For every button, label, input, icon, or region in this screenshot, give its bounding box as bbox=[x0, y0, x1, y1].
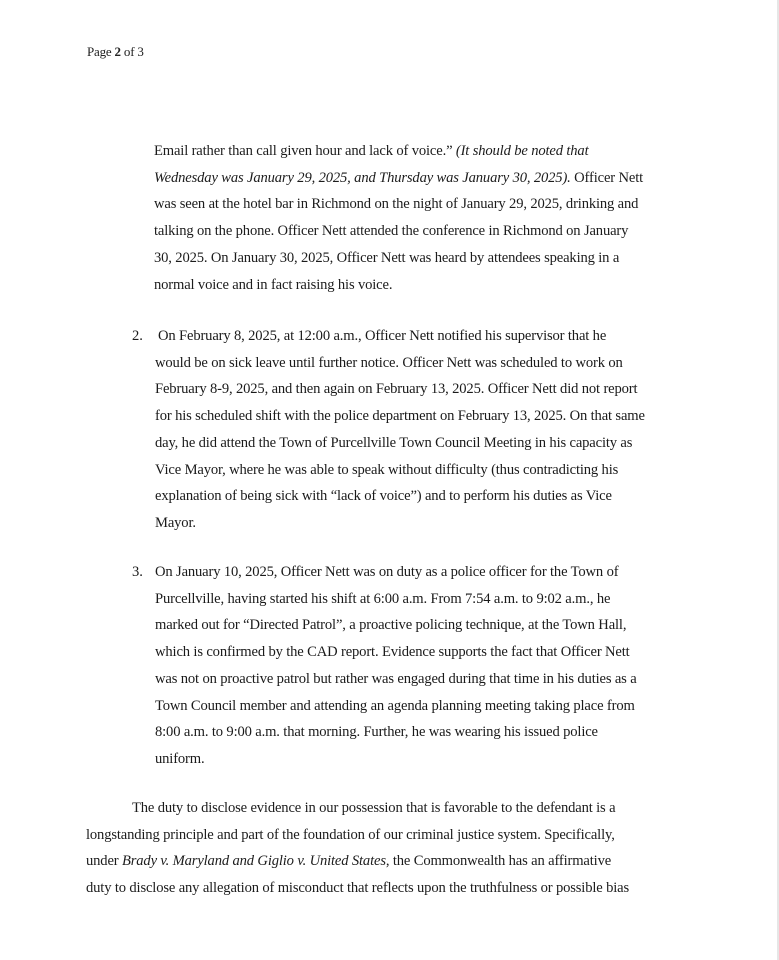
text-line: under Brady v. Maryland and Giglio v. United States, the Commonwealth has an affirmative bbox=[86, 853, 612, 870]
text-line: duty to disclose any allegation of misconduct that reflects upon the truthfulness or possible bias bbox=[86, 880, 629, 897]
text-line: normal voice and in fact raising his voice. bbox=[154, 276, 393, 293]
page-label: Page bbox=[87, 44, 115, 59]
total-pages: 3 bbox=[137, 44, 144, 59]
closing-paragraph bbox=[86, 795, 629, 902]
text-line: explanation of being sick with “lack of voice”) and to perform his duties as Vice bbox=[155, 488, 612, 505]
text-line: Town Council member and attending an agenda planning meeting taking place from bbox=[155, 697, 635, 714]
text-line: was not on proactive patrol but rather was engaged during that time in his duties as a bbox=[155, 670, 637, 687]
text-line: The duty to disclose evidence in our possession that is favorable to the defendant is a bbox=[132, 800, 616, 816]
text-line: On February 8, 2025, at 12:00 a.m., Officer Nett notified his supervisor that he bbox=[158, 328, 607, 344]
item-number: 3. bbox=[132, 564, 143, 580]
item-body bbox=[155, 323, 645, 537]
text-line: uniform. bbox=[155, 750, 205, 767]
item-1-continuation bbox=[154, 138, 643, 298]
text-line: which is confirmed by the CAD report. Evidence supports the fact that Officer Nett bbox=[155, 644, 630, 661]
text-line: was seen at the hotel bar in Richmond on the night of January 29, 2025, drinking and bbox=[154, 196, 639, 213]
text-line: 8:00 a.m. to 9:00 a.m. that morning. Further, he was wearing his issued police bbox=[155, 724, 598, 741]
current-page-number: 2 bbox=[114, 44, 121, 59]
page-of-label: of bbox=[120, 44, 138, 59]
text-line: 30, 2025. On January 30, 2025, Officer Nett was heard by attendees speaking in a bbox=[154, 249, 620, 266]
case-citation: Brady v. Maryland and Giglio v. United States bbox=[121, 853, 386, 870]
text-line: Wednesday was January 29, 2025, and Thursday was January 30, 2025). Officer Nett bbox=[154, 169, 644, 186]
page-number-header bbox=[87, 44, 144, 60]
text-line: Vice Mayor, where he was able to speak without difficulty (thus contradicting his bbox=[155, 461, 619, 478]
item-body bbox=[155, 559, 637, 773]
text-line: day, he did attend the Town of Purcellville Town Council Meeting in his capacity as bbox=[155, 434, 633, 451]
text-line: Mayor. bbox=[155, 514, 196, 531]
text-line: would be on sick leave until further notice. Officer Nett was scheduled to work on bbox=[155, 354, 623, 371]
text-line: February 8-9, 2025, and then again on February 13, 2025. Officer Nett did not report bbox=[155, 381, 638, 398]
item-number: 2. bbox=[132, 328, 143, 344]
text-line: Email rather than call given hour and lack of voice.” (It should be noted that bbox=[154, 143, 589, 159]
text-line: for his scheduled shift with the police department on February 13, 2025. On that same bbox=[155, 408, 645, 425]
text-line: talking on the phone. Officer Nett attended the conference in Richmond on January bbox=[154, 223, 629, 240]
text-line: longstanding principle and part of the foundation of our criminal justice system. Specifically, bbox=[86, 826, 615, 843]
text-line: marked out for “Directed Patrol”, a proactive policing technique, at the Town Hall, bbox=[155, 617, 627, 634]
text-line: Purcellville, having started his shift at 6:00 a.m. From 7:54 a.m. to 9:02 a.m., he bbox=[155, 590, 611, 607]
text-line: On January 10, 2025, Officer Nett was on duty as a police officer for the Town of bbox=[155, 564, 619, 580]
